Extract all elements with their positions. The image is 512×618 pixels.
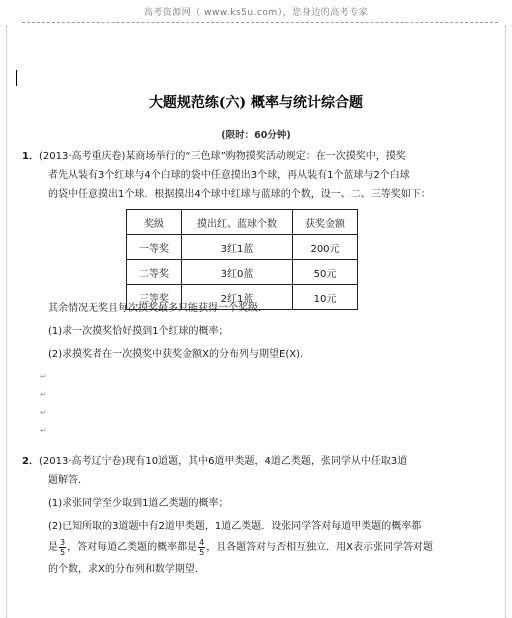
q2-part-2-line-2 <box>22 536 474 560</box>
table-header-cell: 获奖金额 <box>293 210 358 235</box>
table-cell: 200元 <box>293 235 358 260</box>
page-header: 高考资源网（ www.ks5u.com），您身边的高考专家 <box>143 8 369 18</box>
answer-space-1: ↵ ↵ ↵ ↵ <box>40 372 47 435</box>
q2-number: 2． <box>22 456 39 467</box>
q2-line-1 <box>22 452 474 471</box>
q2-text-b: ，答对每道乙类题的概率都是 <box>67 542 198 553</box>
q2-part-2-line-3: 的个数，求X的分布列和数学期望． <box>48 564 205 575</box>
time-limit: (限时：60分钟) <box>221 130 291 141</box>
left-margin-guide <box>6 26 7 618</box>
q1-part-2: (2)求摸奖者在一次摸奖中获奖金额X的分布列与期望E(X)． <box>48 349 310 360</box>
table-cell: 二等奖 <box>127 260 182 285</box>
frac2-denominator: 5 <box>199 547 205 557</box>
q1-number: 1． <box>22 151 39 162</box>
right-margin-guide <box>505 26 506 618</box>
q2-line-2: 题解答． <box>48 475 88 486</box>
table-header-cell: 奖级 <box>127 210 182 235</box>
table-row <box>127 260 358 285</box>
table-cell: 2红1蓝 <box>182 285 293 310</box>
table-row <box>127 235 358 260</box>
table-cell: 3红0蓝 <box>182 260 293 285</box>
q1-part-1: (1)求一次摸奖恰好摸到1个红球的概率； <box>48 326 229 337</box>
question-2 <box>22 452 474 579</box>
q1-line-4: 其余情况无奖且每次摸奖最多只能获得一个奖级． <box>48 303 268 314</box>
frac1-denominator: 5 <box>60 547 66 557</box>
frac2-numerator: 4 <box>199 537 205 547</box>
table-header-cell: 摸出红、蓝球个数 <box>182 210 293 235</box>
table-cell: 3红1蓝 <box>182 235 293 260</box>
q2-text-c: ，且各题答对与否相互独立．用X表示张同学答对题 <box>206 542 434 553</box>
text-cursor <box>16 70 17 86</box>
table-cell: 50元 <box>293 260 358 285</box>
page-title: 大题规范练(六) 概率与统计综合题 <box>148 95 364 111</box>
table-cell: 一等奖 <box>127 235 182 260</box>
frac1-numerator: 3 <box>60 537 66 547</box>
header-divider <box>22 22 498 23</box>
prize-table <box>126 209 358 310</box>
question-1-continued <box>22 299 474 364</box>
fraction-four-fifths <box>198 538 205 557</box>
q1-line-2: 者先从装有3个红球与4个白球的袋中任意摸出3个球，再从装有1个蓝球与2个白球 <box>48 170 410 181</box>
q2-part-2-line-1: (2)已知所取的3道题中有2道甲类题，1道乙类题．设张同学答对每道甲类题的概率都 <box>48 521 422 532</box>
q1-text-1: (2013·高考重庆卷)某商场举行的“三色球”购物摸奖活动规定：在一次摸奖中，摸奖 <box>38 151 406 162</box>
q1-line-1 <box>22 147 474 166</box>
q2-part-1: (1)求张同学至少取到1道乙类题的概率； <box>48 498 229 509</box>
q1-line-3: 的袋中任意摸出1个球．根据摸出4个球中红球与蓝球的个数，设一、二、三等奖如下： <box>48 189 431 200</box>
table-header-row <box>127 210 358 235</box>
q2-text-1: (2013·高考辽宁卷)现有10道题，其中6道甲类题，4道乙类题，张同学从中任取3道 <box>38 456 408 467</box>
table-cell: 三等奖 <box>127 285 182 310</box>
question-1 <box>22 147 474 204</box>
fraction-three-fifths <box>59 538 66 557</box>
q2-text-a: 是 <box>48 542 58 553</box>
table-cell: 10元 <box>293 285 358 310</box>
